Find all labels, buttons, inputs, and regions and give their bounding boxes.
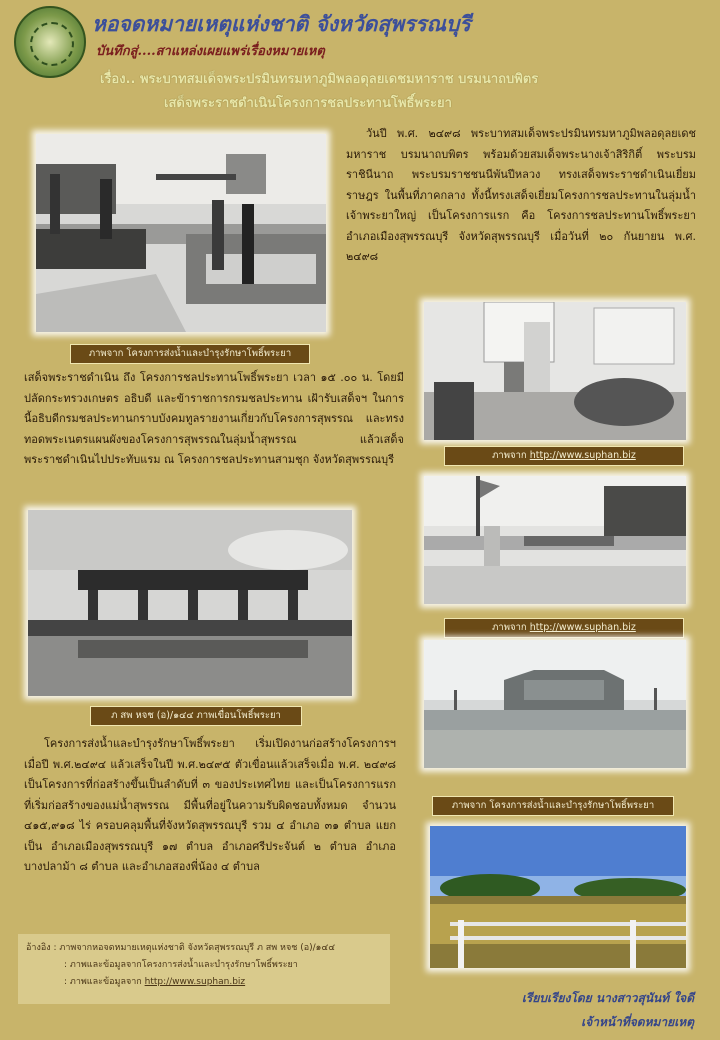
headline bbox=[100, 68, 710, 116]
caption-photo-3: ภ สพ หจช (อ)/๑๔๔ ภาพเขื่อนโพธิ์พระยา bbox=[90, 706, 302, 726]
suphan-link-2[interactable]: http://www.suphan.biz bbox=[529, 622, 636, 633]
headline-line-1: เรื่อง.. พระบาทสมเด็จพระปรมินทรมหาภูมิพลอดุลยเดชมหาราช บรมนาถบพิตร bbox=[100, 72, 539, 87]
reference-1: อ้างอิง : ภาพจากหอจดหมายเหตุแห่งชาติ จังหวัดสุพรรณบุรี ภ สพ หจช (อ)/๑๔๔ bbox=[26, 943, 336, 953]
photo-dam-structure bbox=[28, 510, 352, 696]
reference-link[interactable]: http://www.suphan.biz bbox=[144, 977, 246, 987]
caption-photo-5: ภาพจาก โครงการส่งน้ำและบำรุงรักษาโพธิ์พระยา bbox=[432, 796, 674, 816]
references-box bbox=[18, 934, 390, 1004]
photo-canal-today bbox=[430, 826, 686, 968]
author-credit bbox=[522, 986, 694, 1034]
caption-photo-1: ภาพจาก โครงการส่งน้ำและบำรุงรักษาโพธิ์พระยา bbox=[70, 344, 310, 364]
caption-photo-2-prefix: ภาพจาก bbox=[492, 450, 530, 461]
photo-dam-gate bbox=[424, 640, 686, 768]
caption-photo-2 bbox=[444, 446, 684, 466]
reference-3-prefix: : ภาพและข้อมูลจาก bbox=[64, 977, 145, 987]
paragraph-intro: วันปี พ.ศ. ๒๔๙๘ พระบาทสมเด็จพระปรมินทรมหาภูมิพลอดุลยเดชมหาราช บรมนาถบพิตร พร้อมด้วยสมเด็จพระนางเจ้าสิริกิติ์ พระบรมราชินีนาถ พระบรมราชชนนีพันปีหลวง ทรงเสด็จพระราชดำเนินเยี่ยมราษฎร ในพื้นที่ภาคกลาง ทั้งนี้ทรงเสด็จเยี่ยมโครงการชลประทานในลุ่มน้ำเจ้าพระยาใหญ่ เป็นโครงการแรก คือ โครงการชลประทานโพธิ์พระยา อำเภอเมืองสุพรรณบุรี จังหวัดสุพรรณบุรี เมื่อวันที่ ๒๐ กันยายน พ.ศ. ๒๔๙๘ bbox=[346, 127, 696, 263]
photo-ceremony-flags bbox=[424, 476, 686, 604]
org-title: หอจดหมายเหตุแห่งชาติ จังหวัดสุพรรณบุรี bbox=[92, 11, 471, 36]
paragraph-project-history: โครงการส่งน้ำและบำรุงรักษาโพธิ์พระยา เริ่มเปิดงานก่อสร้างโครงการฯ เมื่อปี พ.ศ.๒๔๙๔ แล้วเสร็จในปี พ.ศ.๒๔๙๕ ตัวเขื่อนแล้วเสร็จเมื่อ พ.ศ. ๒๔๙๘ เป็นโครงการที่ก่อสร้างขึ้นเป็นลำดับที่ ๓ ของประเทศไทย และเป็นโครงการแรกที่เริ่มก่อสร้างของแม่น้ำสุพรรณ มีพื้นที่อยู่ในความรับผิดชอบทั้งหมด จำนวน ๔๑๕,๙๑๘ ไร่ ครอบคลุมพื้นที่จังหวัดสุพรรณบุรี รวม ๔ อำเภอ ๓๑ ตำบล แยกเป็น อำเภอเมืองสุพรรณบุรี ๑๗ ตำบล อำเภอศรีประจันต์ ๒ ตำบล อำเภอบางปลาม้า ๘ ตำบล และอำเภอสองพี่น้อง ๔ ตำบล bbox=[24, 737, 396, 873]
author-role: เจ้าหน้าที่จดหมายเหตุ bbox=[581, 1015, 694, 1029]
org-motto: บันทึกสู่....สาแหล่งเผยแพร่เรื่องหมายเหตุ bbox=[96, 44, 325, 59]
archive-seal-logo bbox=[14, 6, 86, 78]
author-name: เรียบเรียงโดย นางสาวสุนันท์ ใจดี bbox=[521, 991, 694, 1005]
photo-briefing-room bbox=[424, 302, 686, 440]
photo-king-visit-canal bbox=[36, 134, 326, 332]
caption-photo-4 bbox=[444, 618, 684, 638]
reference-2: : ภาพและข้อมูลจากโครงการส่งน้ำและบำรุงรักษาโพธิ์พระยา bbox=[64, 960, 298, 970]
suphan-link-1[interactable]: http://www.suphan.biz bbox=[529, 450, 636, 461]
headline-line-2: เสด็จพระราชดำเนินโครงการชลประทานโพธิ์พระยา bbox=[164, 96, 452, 111]
caption-photo-4-prefix: ภาพจาก bbox=[492, 622, 530, 633]
paragraph-arrival: เสด็จพระราชดำเนิน ถึง โครงการชลประทานโพธิ์พระยา เวลา ๑๕ .๐๐ น. โดยมีปลัดกระทรวงเกษตร อธิบดี และข้าราชการกรมชลประทาน เฝ้ารับเสด็จฯ ในการนี้อธิบดีกรมชลประทานกราบบังคมทูลรายงานเกี่ยวกับโครงการสุพรรณ และทรงทอดพระเนตรแผนผังของโครงการสุพรรณในลุ่มน้ำสุพรรณ แล้วเสด็จพระราชดำเนินไปประทับแรม ณ โครงการชลประทานสามชุก จังหวัดสุพรรณบุรี bbox=[24, 371, 404, 466]
reference-3 bbox=[26, 974, 382, 991]
